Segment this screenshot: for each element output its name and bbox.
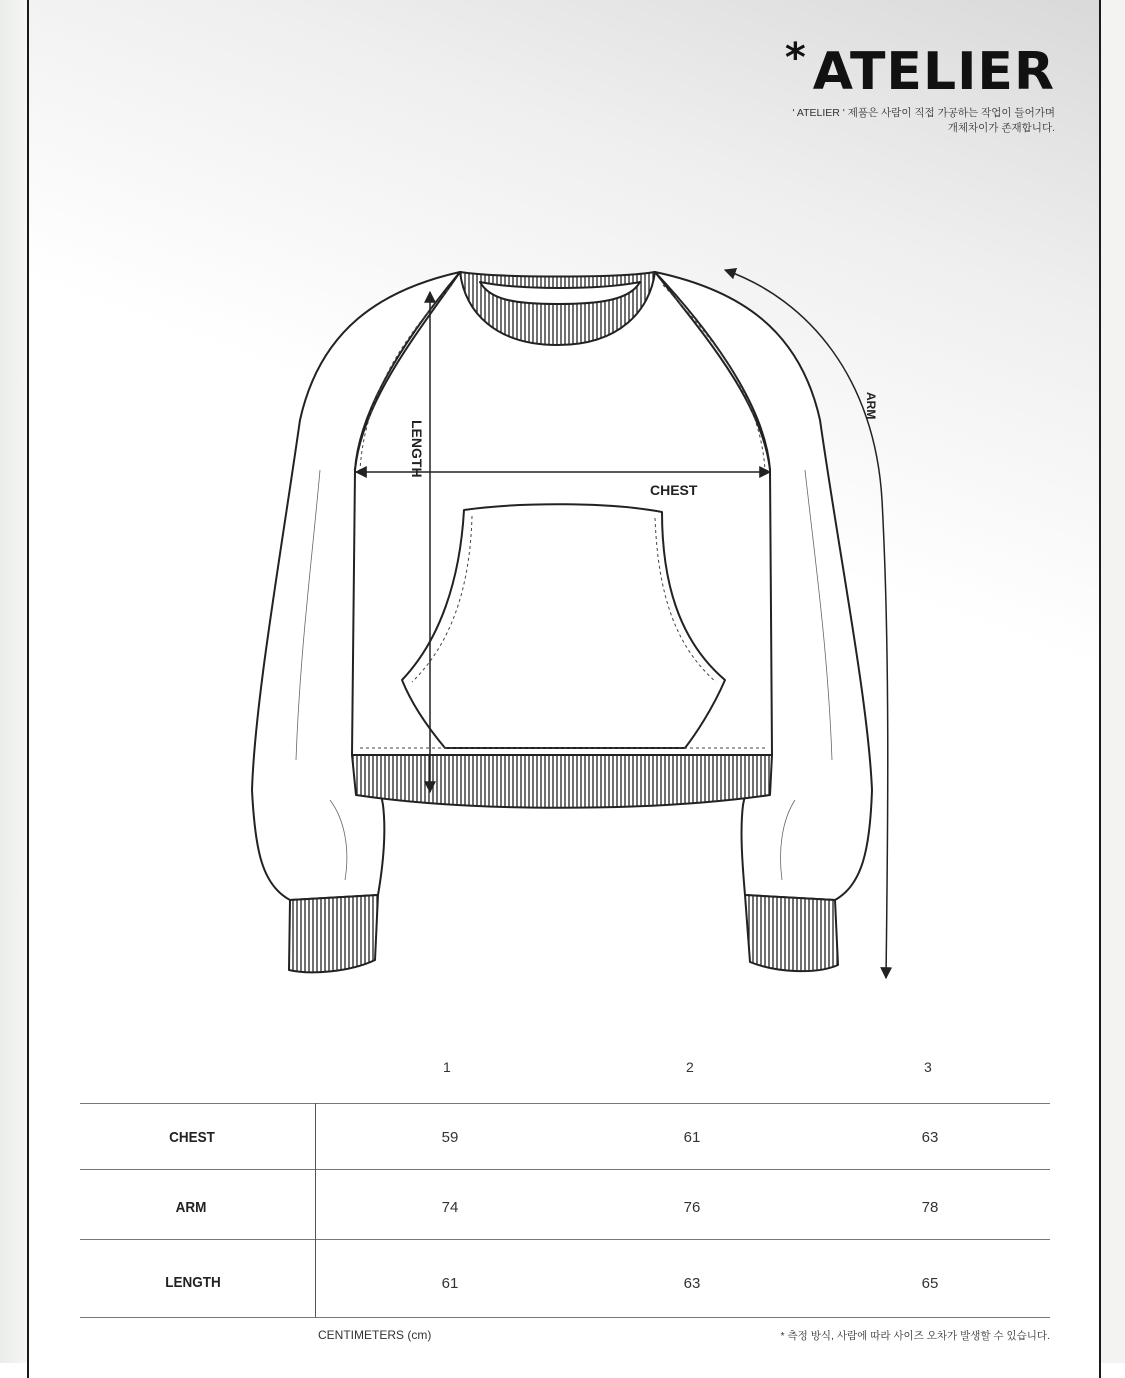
row-label-length: LENGTH	[165, 1274, 221, 1291]
brand-note-line-2: 개체차이가 존재합니다.	[947, 122, 1055, 134]
arm-label: ARM	[864, 392, 878, 420]
table-cell: 74	[441, 1199, 459, 1216]
table-cell: 65	[921, 1275, 939, 1292]
table-divider	[80, 1103, 1050, 1104]
table-cell: 76	[683, 1199, 701, 1216]
table-divider	[80, 1239, 1050, 1240]
left-cuff	[289, 895, 378, 972]
right-cuff	[745, 895, 838, 971]
brand-note-line-1: ' ATELIER ' 제품은 사람이 직접 가공하는 작업이 들어가며	[792, 107, 1055, 119]
unit-note: CENTIMETERS (cm)	[318, 1328, 432, 1342]
disclaimer-note: * 측정 방식, 사람에 따라 사이즈 오차가 발생할 수 있습니다.	[780, 1330, 1050, 1342]
table-divider	[80, 1169, 1050, 1170]
table-cell: 78	[921, 1199, 939, 1216]
hem-band	[352, 755, 772, 808]
table-cell: 63	[683, 1275, 701, 1292]
table-divider	[80, 1317, 1050, 1318]
row-label-arm: ARM	[175, 1199, 207, 1216]
size-header-3: 3	[924, 1059, 932, 1075]
table-column-divider	[315, 1103, 316, 1317]
chest-label: CHEST	[650, 482, 698, 498]
length-label: LENGTH	[409, 420, 425, 478]
row-label-chest: CHEST	[169, 1129, 215, 1146]
size-header-1: 1	[443, 1059, 451, 1075]
size-header-2: 2	[686, 1059, 694, 1075]
table-cell: 61	[441, 1275, 459, 1292]
brand-logo-text: ATELIER	[812, 42, 1055, 102]
table-cell: 59	[441, 1129, 459, 1146]
table-cell: 63	[921, 1129, 939, 1146]
asterisk-icon: *	[784, 35, 807, 81]
table-cell: 61	[683, 1129, 701, 1146]
